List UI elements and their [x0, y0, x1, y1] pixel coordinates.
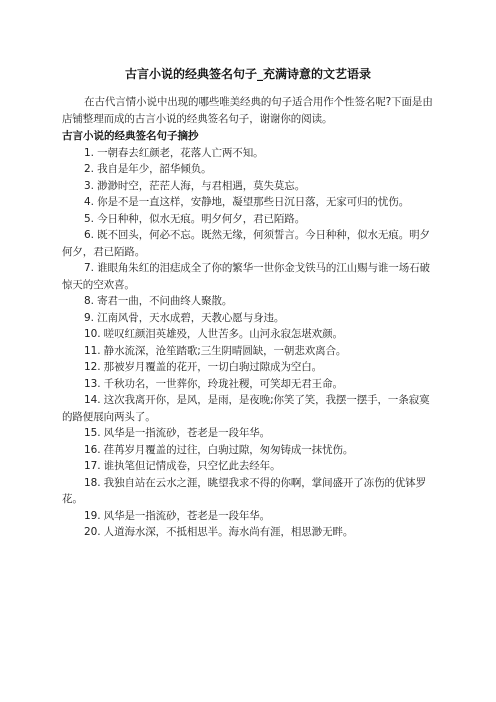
quote-item-5: 5. 今日种种，似水无痕。明夕何夕，君已陌路。: [84, 212, 306, 225]
quote-item-17: 17. 谁执笔但记情成卷，只空忆此去经年。: [84, 460, 281, 472]
quote-item-12: 12. 那被岁月覆盖的花开，一切白驹过隙成为空白。: [84, 361, 323, 373]
quote-item-2: 2. 我自是年少，韶华倾负。: [84, 163, 212, 175]
quote-item-6: 6. 既不回头，何必不忘。既然无缘，何须誓言。今日种种，似水无痕。明夕何夕，君已陌路。: [62, 229, 430, 258]
section-heading: 古言小说的经典签名句子摘抄: [62, 130, 199, 142]
quote-list: [62, 145, 434, 541]
quote-item-3: 3. 渺渺时空，茫茫人海，与君相遇，莫失莫忘。: [84, 179, 306, 192]
quote-item-1: 1. 一朝春去红颜老，花落人亡两不知。: [84, 146, 264, 159]
quote-item-7: 7. 谁眼角朱红的泪痣成全了你的繁华一世你金戈铁马的江山赐与谁一场石破惊天的空欢喜。: [62, 262, 430, 291]
quote-item-20: 20. 人道海水深，不抵相思半。海水尚有涯，相思渺无畔。: [84, 526, 354, 538]
quote-item-9: 9. 江南风骨，天水成碧，天教心愿与身违。: [84, 311, 285, 324]
quote-item-11: 11. 静水流深，沧笙踏歌;三生阴晴圆缺，一朝悲欢离合。: [84, 344, 347, 357]
quote-item-8: 8. 寄君一曲，不问曲终人聚散。: [84, 295, 233, 307]
quote-item-18: 18. 我独自站在云水之涯，眺望我求不得的你啊，掌间盛开了冻伤的优钵罗花。: [62, 476, 427, 505]
quote-item-16: 16. 荏苒岁月覆盖的过往，白驹过隙，匆匆铸成一抹忧伤。: [84, 443, 354, 456]
quote-item-4: 4. 你是不是一直这样，安静地，凝望那些日沉日落，无家可归的忧伤。: [84, 196, 410, 208]
quote-item-19: 19. 风华是一指流砂，苍老是一段年华。: [84, 509, 271, 522]
quote-item-10: 10. 嗟叹红颜泪英雄殁，人世苦多。山河永寂怎堪欢颜。: [84, 328, 343, 340]
intro-paragraph: 在古代言情小说中出现的哪些唯美经典的句子适合用作个性签名呢?下面是由店铺整理而成的古言小说的经典签名句子，谢谢你的阅读。: [62, 96, 433, 125]
quote-item-15: 15. 风华是一指流砂，苍老是一段年华。: [84, 427, 271, 439]
document-title: 古言小说的经典签名句子_充满诗意的文艺语录: [124, 67, 371, 81]
quote-item-13: 13. 千秋功名，一世葬你，玲珑社稷，可笑却无君王命。: [84, 377, 343, 390]
quote-item-14: 14. 这次我离开你，是风，是雨，是夜晚;你笑了笑，我摆一摆手，一条寂寞的路便展向两头了。: [62, 394, 430, 423]
